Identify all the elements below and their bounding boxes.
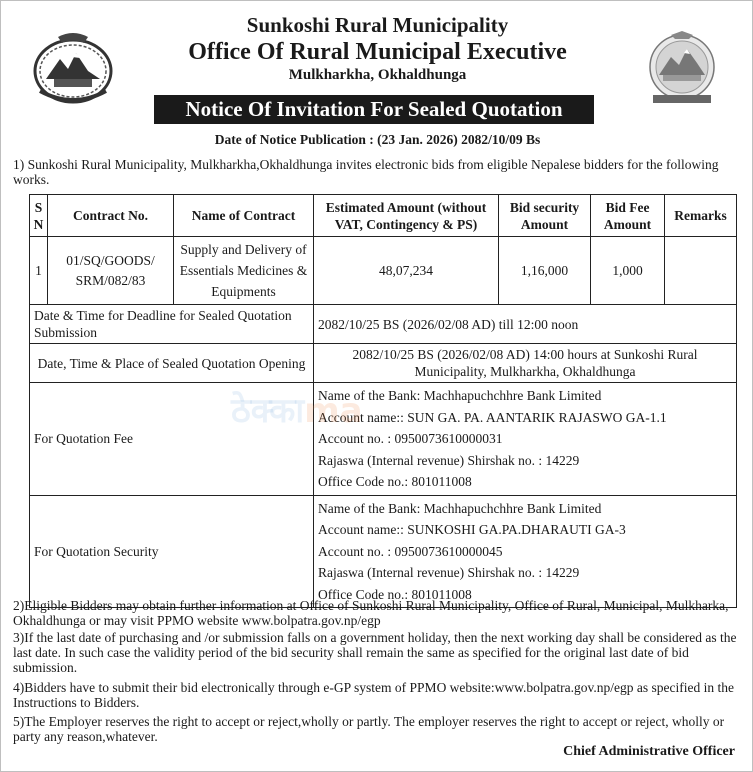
fee-revenue-heading: Rajaswa (Internal revenue) Shirshak no. : 14229: [318, 452, 580, 468]
cell-bid-security: 1,16,000: [499, 237, 591, 305]
watermark: ठेक्काma: [231, 391, 363, 431]
deadline-row: [30, 305, 737, 344]
security-account-number: Account no. : 0950073610000045: [318, 543, 503, 559]
cell-contract-name: Supply and Delivery of Essentials Medicines & Equipments: [174, 237, 314, 305]
publication-date: Date of Notice Publication : (23 Jan. 2026) 2082/10/09 Bs: [214, 132, 541, 147]
cell-sn: 1: [30, 237, 48, 305]
deadline-value: 2082/10/25 BS (2026/02/08 AD) till 12:00 noon: [314, 305, 737, 344]
opening-row: [30, 344, 737, 383]
cell-bid-fee: 1,000: [591, 237, 665, 305]
fee-account-number: Account no. : 0950073610000031: [318, 431, 503, 446]
fee-office-code: Office Code no.: 801011008: [318, 474, 472, 489]
header-contract-name: Name of Contract: [174, 195, 314, 237]
header-bid-security: Bid security Amount: [499, 195, 591, 237]
fee-row: [30, 383, 737, 496]
cell-contract-no: 01/SQ/GOODS/ SRM/082/83: [48, 237, 174, 305]
municipality-name: Sunkoshi Rural Municipality: [246, 13, 509, 37]
opening-value: 2082/10/25 BS (2026/02/08 AD) 14:00 hours at Sunkoshi Rural Municipality, Mulkharkha, Okhaldhunga: [314, 344, 737, 383]
security-label: For Quotation Security: [30, 495, 314, 608]
bid-table: [29, 194, 737, 608]
header-contract-no: Contract No.: [48, 195, 174, 237]
opening-label: Date, Time & Place of Sealed Quotation Opening: [30, 344, 314, 383]
intro-paragraph: 1) Sunkoshi Rural Municipality, Mulkharkha,Okhaldhunga invites electronic bids from eligible Nepalese bidders for the following works.: [13, 157, 719, 187]
note-3: 3)If the last date of purchasing and /or submission falls on a government holiday, then the next working day shall be considered as the last date. In such case the validity period of the bid security shall remain the same as specified for the original last date of bid submission.: [13, 630, 737, 675]
note-2: 2)Eligible Bidders may obtain further information at Office of Sunkoshi Rural Municipality, Office of Rural, Municipal, Mulkharka, Okhaldhunga or may visit PPMO website www.bolpatra.gov.np/egp: [13, 598, 729, 628]
table-header-row: [30, 195, 737, 237]
fee-label: For Quotation Fee: [30, 383, 314, 496]
deadline-label: Date & Time for Deadline for Sealed Quotation Submission: [30, 305, 314, 344]
office-name: Office Of Rural Municipal Executive: [188, 39, 567, 65]
table-row: [30, 237, 737, 305]
fee-bank-name: Name of the Bank: Machhapuchchhre Bank Limited: [318, 388, 602, 403]
note-4: 4)Bidders have to submit their bid electronically through e-GP system of PPMO website:www.bolpatra.gov.np/egp as specified in the Instructions to Bidders.: [13, 680, 734, 710]
fee-info: [314, 383, 737, 496]
cell-remarks: [665, 237, 737, 305]
fee-account-name: Account name:: SUN GA. PA. AANTARIK RAJASWO GA-1.1: [318, 409, 667, 425]
office-address: Mulkharkha, Okhaldhunga: [288, 67, 467, 83]
notice-title: Notice Of Invitation For Sealed Quotation: [154, 95, 594, 124]
note-5: 5)The Employer reserves the right to accept or reject,wholly or partly. The employer reserves the right to accept or reject, wholly or party any reason,whatever.: [13, 714, 725, 744]
security-row: [30, 495, 737, 608]
header-estimated-amount: Estimated Amount (without VAT, Contingency & PS): [314, 195, 499, 237]
security-info: [314, 495, 737, 608]
security-account-name: Account name:: SUNKOSHI GA.PA.DHARAUTI GA-3: [318, 522, 626, 537]
signatory: Chief Administrative Officer: [563, 744, 735, 759]
security-bank-name: Name of the Bank: Machhapuchchhre Bank Limited: [318, 500, 602, 516]
header-remarks: Remarks: [665, 195, 737, 237]
header-bid-fee: Bid Fee Amount: [591, 195, 665, 237]
security-office-code: Office Code no.: 801011008: [318, 586, 472, 602]
header-sn: S N: [30, 195, 48, 237]
security-revenue-heading: Rajaswa (Internal revenue) Shirshak no. : 14229: [318, 565, 580, 580]
cell-estimated-amount: 48,07,234: [314, 237, 499, 305]
